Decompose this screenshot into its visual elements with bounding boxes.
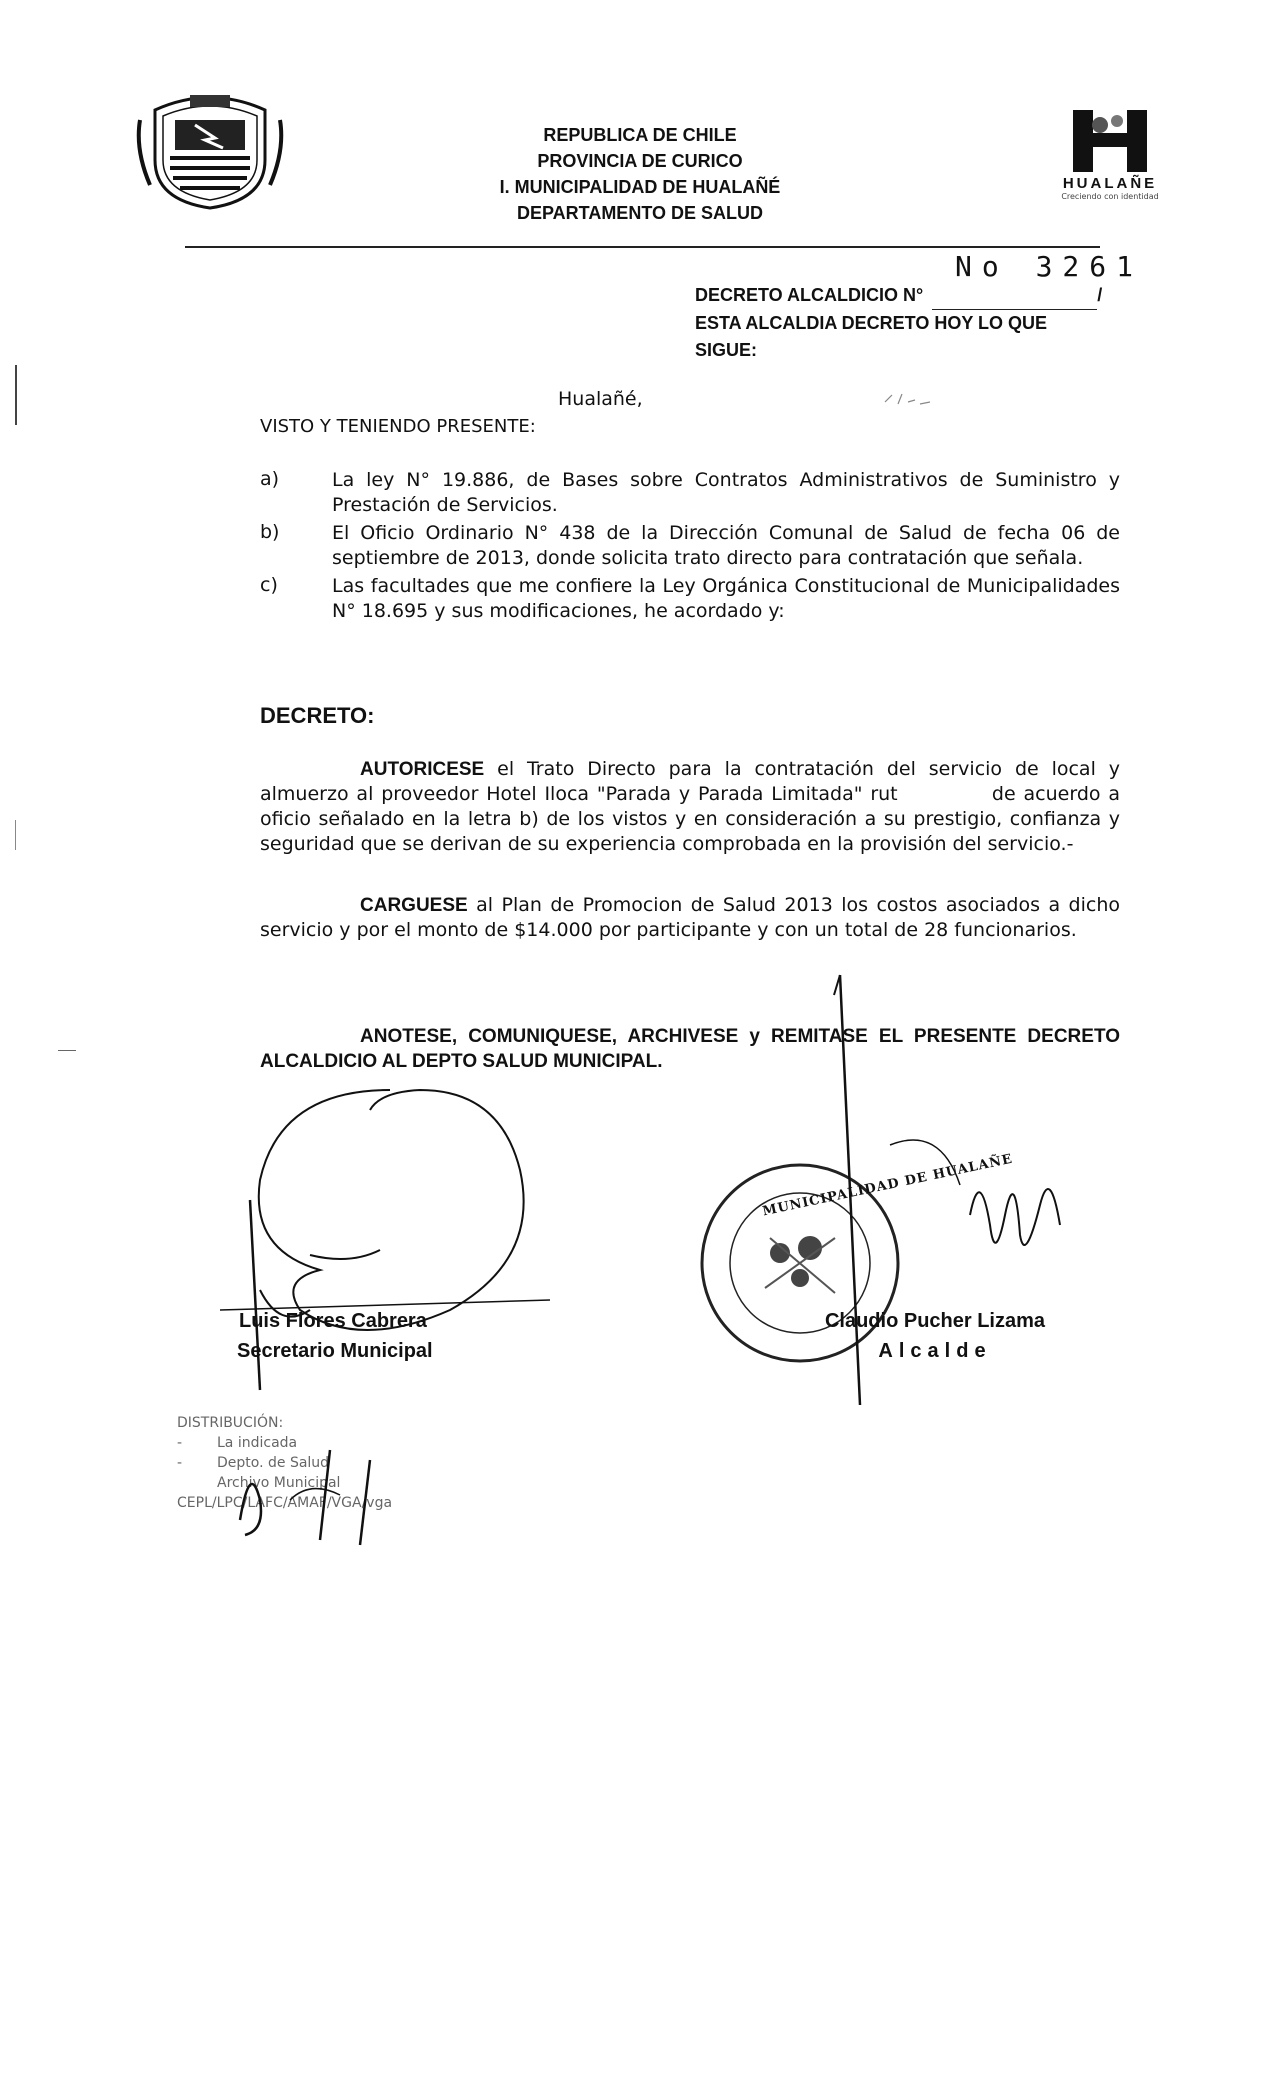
document-header xyxy=(430,122,850,226)
closing-statement: ANOTESE, COMUNIQUESE, ARCHIVESE y REMITASE EL PRESENTE DECRETO ALCALDICIO AL DEPTO SALUD MUNICIPAL. xyxy=(260,1026,1120,1072)
decree-slash: / xyxy=(1097,285,1103,305)
scan-mark xyxy=(58,1050,76,1051)
secretary-name: Luis Flores Cabrera xyxy=(239,1310,427,1332)
header-divider xyxy=(185,246,1100,248)
scan-mark xyxy=(15,820,16,850)
mayor-title: Alcalde xyxy=(878,1340,992,1362)
seal-legend: MUNICIPALIDAD DE HUALAÑE xyxy=(761,1151,1015,1220)
distribution-item: - La indicada xyxy=(177,1435,298,1451)
mayor-name: Claudio Pucher Lizama xyxy=(824,1310,1046,1332)
decree-number-stamp: No 3261 xyxy=(955,250,1144,283)
decree-number-blank xyxy=(932,282,1097,310)
item-letter: b) xyxy=(260,521,280,543)
decreto-heading: DECRETO: xyxy=(260,703,375,728)
paragraph-text: el Trato Directo para la contratación del servicio de local y almuerzo al proveedor Hotel Iloca "Parada y Parada Limitada" rut de acuerdo a oficio señalado en la letra b) de los vistos y en consideración a su prestigio, confianza y seguridad que se derivan de su experiencia comprobada en la provisión del servicio.- xyxy=(260,758,1127,855)
distribution-initials: CEPL/LPC/LAFC/AMAF/VGA/vga xyxy=(177,1495,393,1511)
considerations-list xyxy=(260,468,1120,624)
header-line-municipality: I. MUNICIPALIDAD DE HUALAÑÉ xyxy=(499,177,781,197)
decree-title-block xyxy=(695,282,1102,364)
item-text: El Oficio Ordinario N° 438 de la Dirección Comunal de Salud de fecha 06 de septiembre de 2013, donde solicita trato directo para contratación que señala. xyxy=(332,522,1120,569)
decree-paragraph-authorize xyxy=(260,757,1127,857)
visto-heading: VISTO Y TENIENDO PRESENTE: xyxy=(260,416,536,437)
hualane-logo xyxy=(1055,105,1165,225)
decree-line-3: SIGUE: xyxy=(695,340,758,360)
list-item xyxy=(260,521,1120,571)
paragraph-lead-carguese: CARGUESE xyxy=(360,895,468,916)
item-letter: c) xyxy=(260,574,278,596)
list-item xyxy=(260,468,1120,518)
paragraph-lead-autoricese: AUTORICESE xyxy=(360,759,485,780)
logo-tagline: Creciendo con identidad xyxy=(1061,192,1159,201)
item-text: Las facultades que me confiere la Ley Orgánica Constitucional de Municipalidades N° 18.695 y sus modificaciones, he acordado y: xyxy=(332,575,1120,622)
header-line-department: DEPARTAMENTO DE SALUD xyxy=(516,203,763,223)
decree-paragraph-charge xyxy=(260,893,1120,943)
logo-wordmark: HUALAÑE xyxy=(1062,175,1158,192)
distribution-heading: DISTRIBUCIÓN: xyxy=(177,1415,284,1431)
decree-line-2: ESTA ALCALDIA DECRETO HOY LO QUE xyxy=(695,313,1048,333)
initials-scribble xyxy=(230,1440,420,1550)
paragraph-text: al Plan de Promocion de Salud 2013 los costos asociados a dicho servicio y por el monto de $14.000 por participante y con un total de 28 funcionarios. xyxy=(260,894,1120,941)
decree-label-row xyxy=(695,282,1102,310)
item-letter: a) xyxy=(260,468,280,490)
secretary-title: Secretario Municipal xyxy=(237,1340,433,1362)
date-stamp-smudge xyxy=(880,390,940,408)
place-date: Hualañé, xyxy=(558,388,643,410)
mayor-block xyxy=(785,1306,1085,1366)
hualane-h-mark-icon xyxy=(1055,105,1165,175)
list-item xyxy=(260,574,1120,624)
scan-mark xyxy=(15,365,17,425)
decree-label: DECRETO ALCALDICIO N° xyxy=(695,285,924,305)
secretary-block xyxy=(237,1306,433,1366)
municipal-crest-logo xyxy=(135,90,285,210)
header-line-country: REPUBLICA DE CHILE xyxy=(543,125,737,145)
distribution-item: - Depto. de Salud xyxy=(177,1455,330,1471)
header-line-province: PROVINCIA DE CURICO xyxy=(537,151,743,171)
item-text: La ley N° 19.886, de Bases sobre Contratos Administrativos de Suministro y Prestación de Servicios. xyxy=(332,469,1120,516)
distribution-item: Archivo Municipal xyxy=(217,1475,341,1491)
